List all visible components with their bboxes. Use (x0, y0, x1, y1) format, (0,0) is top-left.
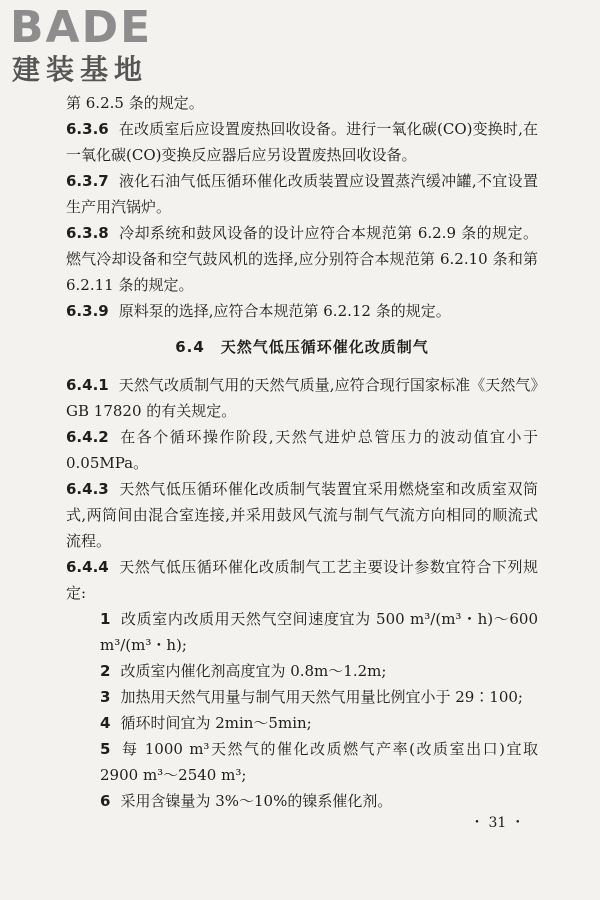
clause-number: 6.3.6 (66, 120, 109, 138)
clause-text: 原料泵的选择,应符合本规范第 6.2.12 条的规定。 (118, 302, 451, 320)
list-item (66, 788, 538, 814)
item-text: 采用含镍量为 3%～10%的镍系催化剂。 (120, 792, 393, 810)
item-text: 每 1000 m³天然气的催化改质燃气产率(改质室出口)宜取 2900 m³～2540 m³; (100, 740, 538, 784)
item-text: 循环时间宜为 2min～5min; (120, 714, 312, 732)
clause-6-4-1 (66, 372, 538, 424)
clause-6-3-8 (66, 220, 538, 298)
clause-text: 天然气改质制气用的天然气质量,应符合现行国家标准《天然气》GB 17820 的有关规定。 (66, 376, 538, 420)
clause-text: 天然气低压循环催化改质制气工艺主要设计参数宜符合下列规定: (66, 558, 538, 602)
list-item (66, 710, 538, 736)
document-body (66, 90, 538, 814)
logo-subtitle: 建装基地 (12, 53, 149, 86)
clause-number: 6.4.4 (66, 558, 109, 576)
clause-6-4-4 (66, 554, 538, 606)
item-text: 加热用天然气用量与制气用天然气用量比例宜小于 29∶100; (120, 688, 523, 706)
item-number: 5 (100, 740, 111, 758)
item-text: 改质室内催化剂高度宜为 0.8m～1.2m; (120, 662, 387, 680)
list-item (66, 658, 538, 684)
clause-text: 在各个循环操作阶段,天然气进炉总管压力的波动值宜小于 0.05MPa。 (66, 428, 538, 472)
clause-number: 6.3.8 (66, 224, 109, 242)
bade-logo (10, 4, 180, 86)
clause-text: 天然气低压循环催化改质制气装置宜采用燃烧室和改质室双筒式,两筒间由混合室连接,并采用鼓风气流与制气气流方向相同的顺流式流程。 (66, 480, 538, 550)
clause-number: 6.4.3 (66, 480, 109, 498)
item-text: 改质室内改质用天然气空间速度宜为 500 m³/(m³・h)～600 m³/(m³・h); (100, 610, 538, 654)
clause-number: 6.4.2 (66, 428, 109, 446)
clause-text: 冷却系统和鼓风设备的设计应符合本规范第 6.2.9 条的规定。燃气冷却设备和空气鼓风机的选择,应分别符合本规范第 6.2.10 条和第 6.2.11 条的规定。 (66, 224, 538, 294)
clause-6-3-9 (66, 298, 538, 324)
item-number: 2 (100, 662, 111, 680)
continuation-line: 第 6.2.5 条的规定。 (66, 94, 204, 112)
list-item (66, 736, 538, 788)
item-number: 3 (100, 688, 111, 706)
page-number: ・ 31 ・ (470, 815, 525, 831)
clause-6-3-6 (66, 116, 538, 168)
clause-number: 6.4.1 (66, 376, 109, 394)
list-item (66, 606, 538, 658)
item-number: 1 (100, 610, 111, 628)
list-item (66, 684, 538, 710)
clause-6-4-3 (66, 476, 538, 554)
clause-text: 液化石油气低压循环催化改质装置应设置蒸汽缓冲罐,不宜设置生产用汽锅炉。 (66, 172, 538, 216)
clause-6-3-7 (66, 168, 538, 220)
clause-text: 在改质室后应设置废热回收设备。进行一氧化碳(CO)变换时,在一氧化碳(CO)变换反应器后应另设置废热回收设备。 (66, 120, 538, 164)
section-title: 6.4 天然气低压循环催化改质制气 (175, 338, 429, 356)
logo-brand: BADE (10, 2, 153, 53)
item-number: 4 (100, 714, 111, 732)
clause-6-4-2 (66, 424, 538, 476)
clause-number: 6.3.9 (66, 302, 109, 320)
clause-number: 6.3.7 (66, 172, 109, 190)
item-number: 6 (100, 792, 111, 810)
